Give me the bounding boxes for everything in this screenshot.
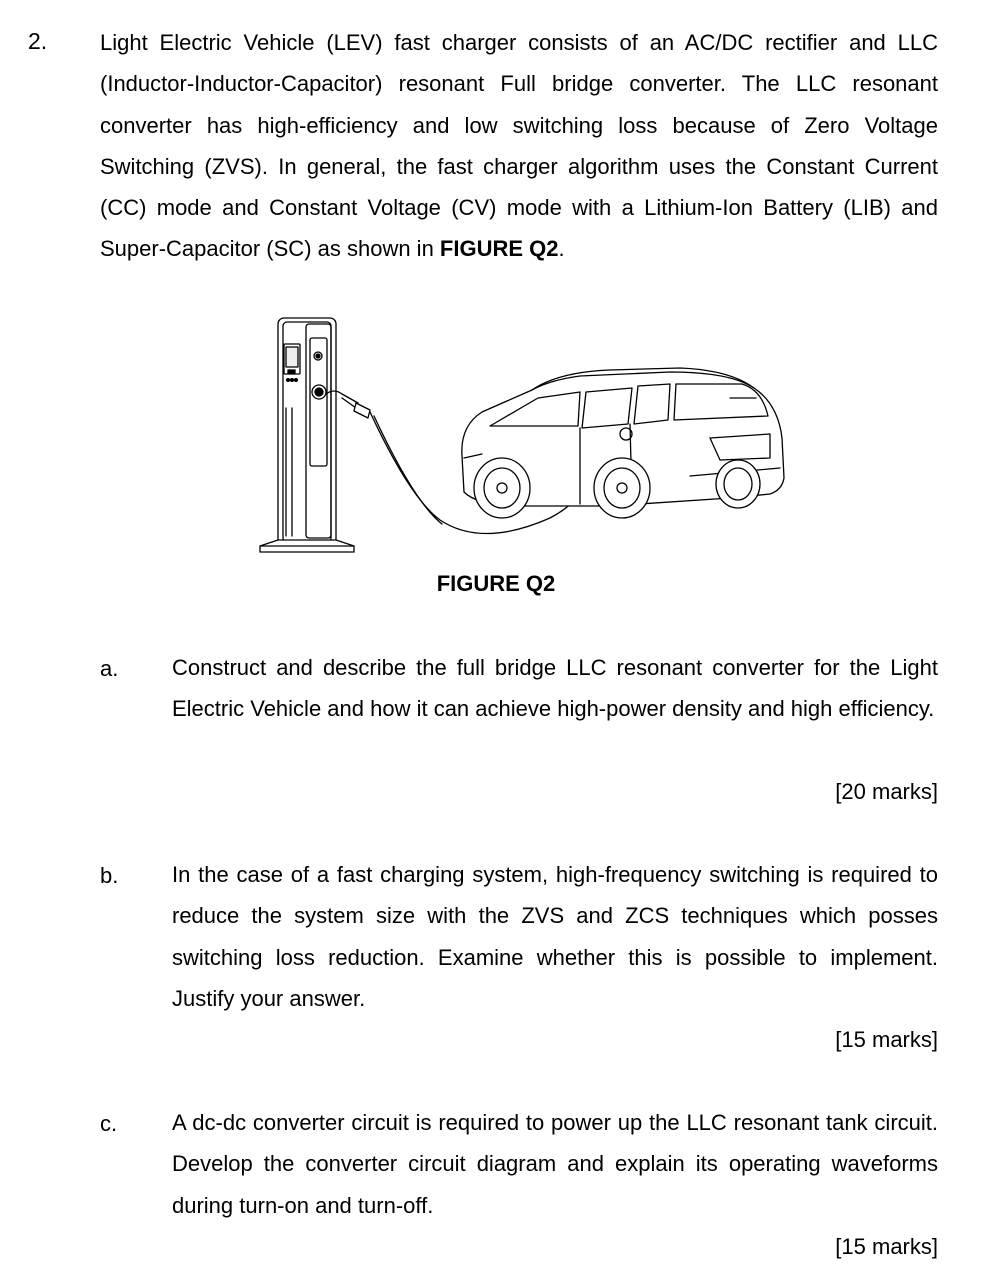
charging-station xyxy=(260,318,354,552)
question-intro xyxy=(100,22,938,270)
intro-end: . xyxy=(558,236,565,262)
intro-text: Light Electric Vehicle (LEV) fast charger consists of an AC/DC rectifier and LLC (Inductor-Inductor-Capacitor) resonant Full bridge converter. The LLC resonant converter has high-efficiency and low switching loss because of Zero Voltage Switching (ZVS). In general, the fast charger algorithm uses the Constant Current (CC) mode and Constant Voltage (CV) mode with a Lithium-Ion Battery (LIB) and Super-Capacitor (SC) as shown in xyxy=(100,30,938,262)
part-b-text: In the case of a fast charging system, high-frequency switching is required to reduce the system size with the ZVS and ZCS techniques which posses switching loss reduction. Examine whether this is possible to implement. Justify your answer. xyxy=(172,862,938,1011)
part-c-letter: c. xyxy=(100,1111,118,1136)
part-a-marks: [20 marks] xyxy=(835,779,938,804)
car xyxy=(462,368,784,518)
part-a-letter: a. xyxy=(100,656,119,681)
figure-caption: FIGURE Q2 xyxy=(436,571,556,596)
part-b-letter: b. xyxy=(100,863,119,888)
part-b-marks: [15 marks] xyxy=(835,1027,938,1052)
part-c-marks: [15 marks] xyxy=(835,1234,938,1259)
part-c-text: A dc-dc converter circuit is required to power up the LLC resonant tank circuit. Develop the converter circuit diagram and explain its operating waveforms during turn-on and turn-off. xyxy=(172,1110,938,1218)
figure-reference: FIGURE Q2 xyxy=(439,236,559,262)
ev-charging-illustration xyxy=(250,308,810,568)
question-number: 2. xyxy=(28,28,48,54)
part-a-text: Construct and describe the full bridge LLC resonant converter for the Light Electric Vehicle and how it can achieve high-power density and high efficiency. xyxy=(172,655,938,722)
